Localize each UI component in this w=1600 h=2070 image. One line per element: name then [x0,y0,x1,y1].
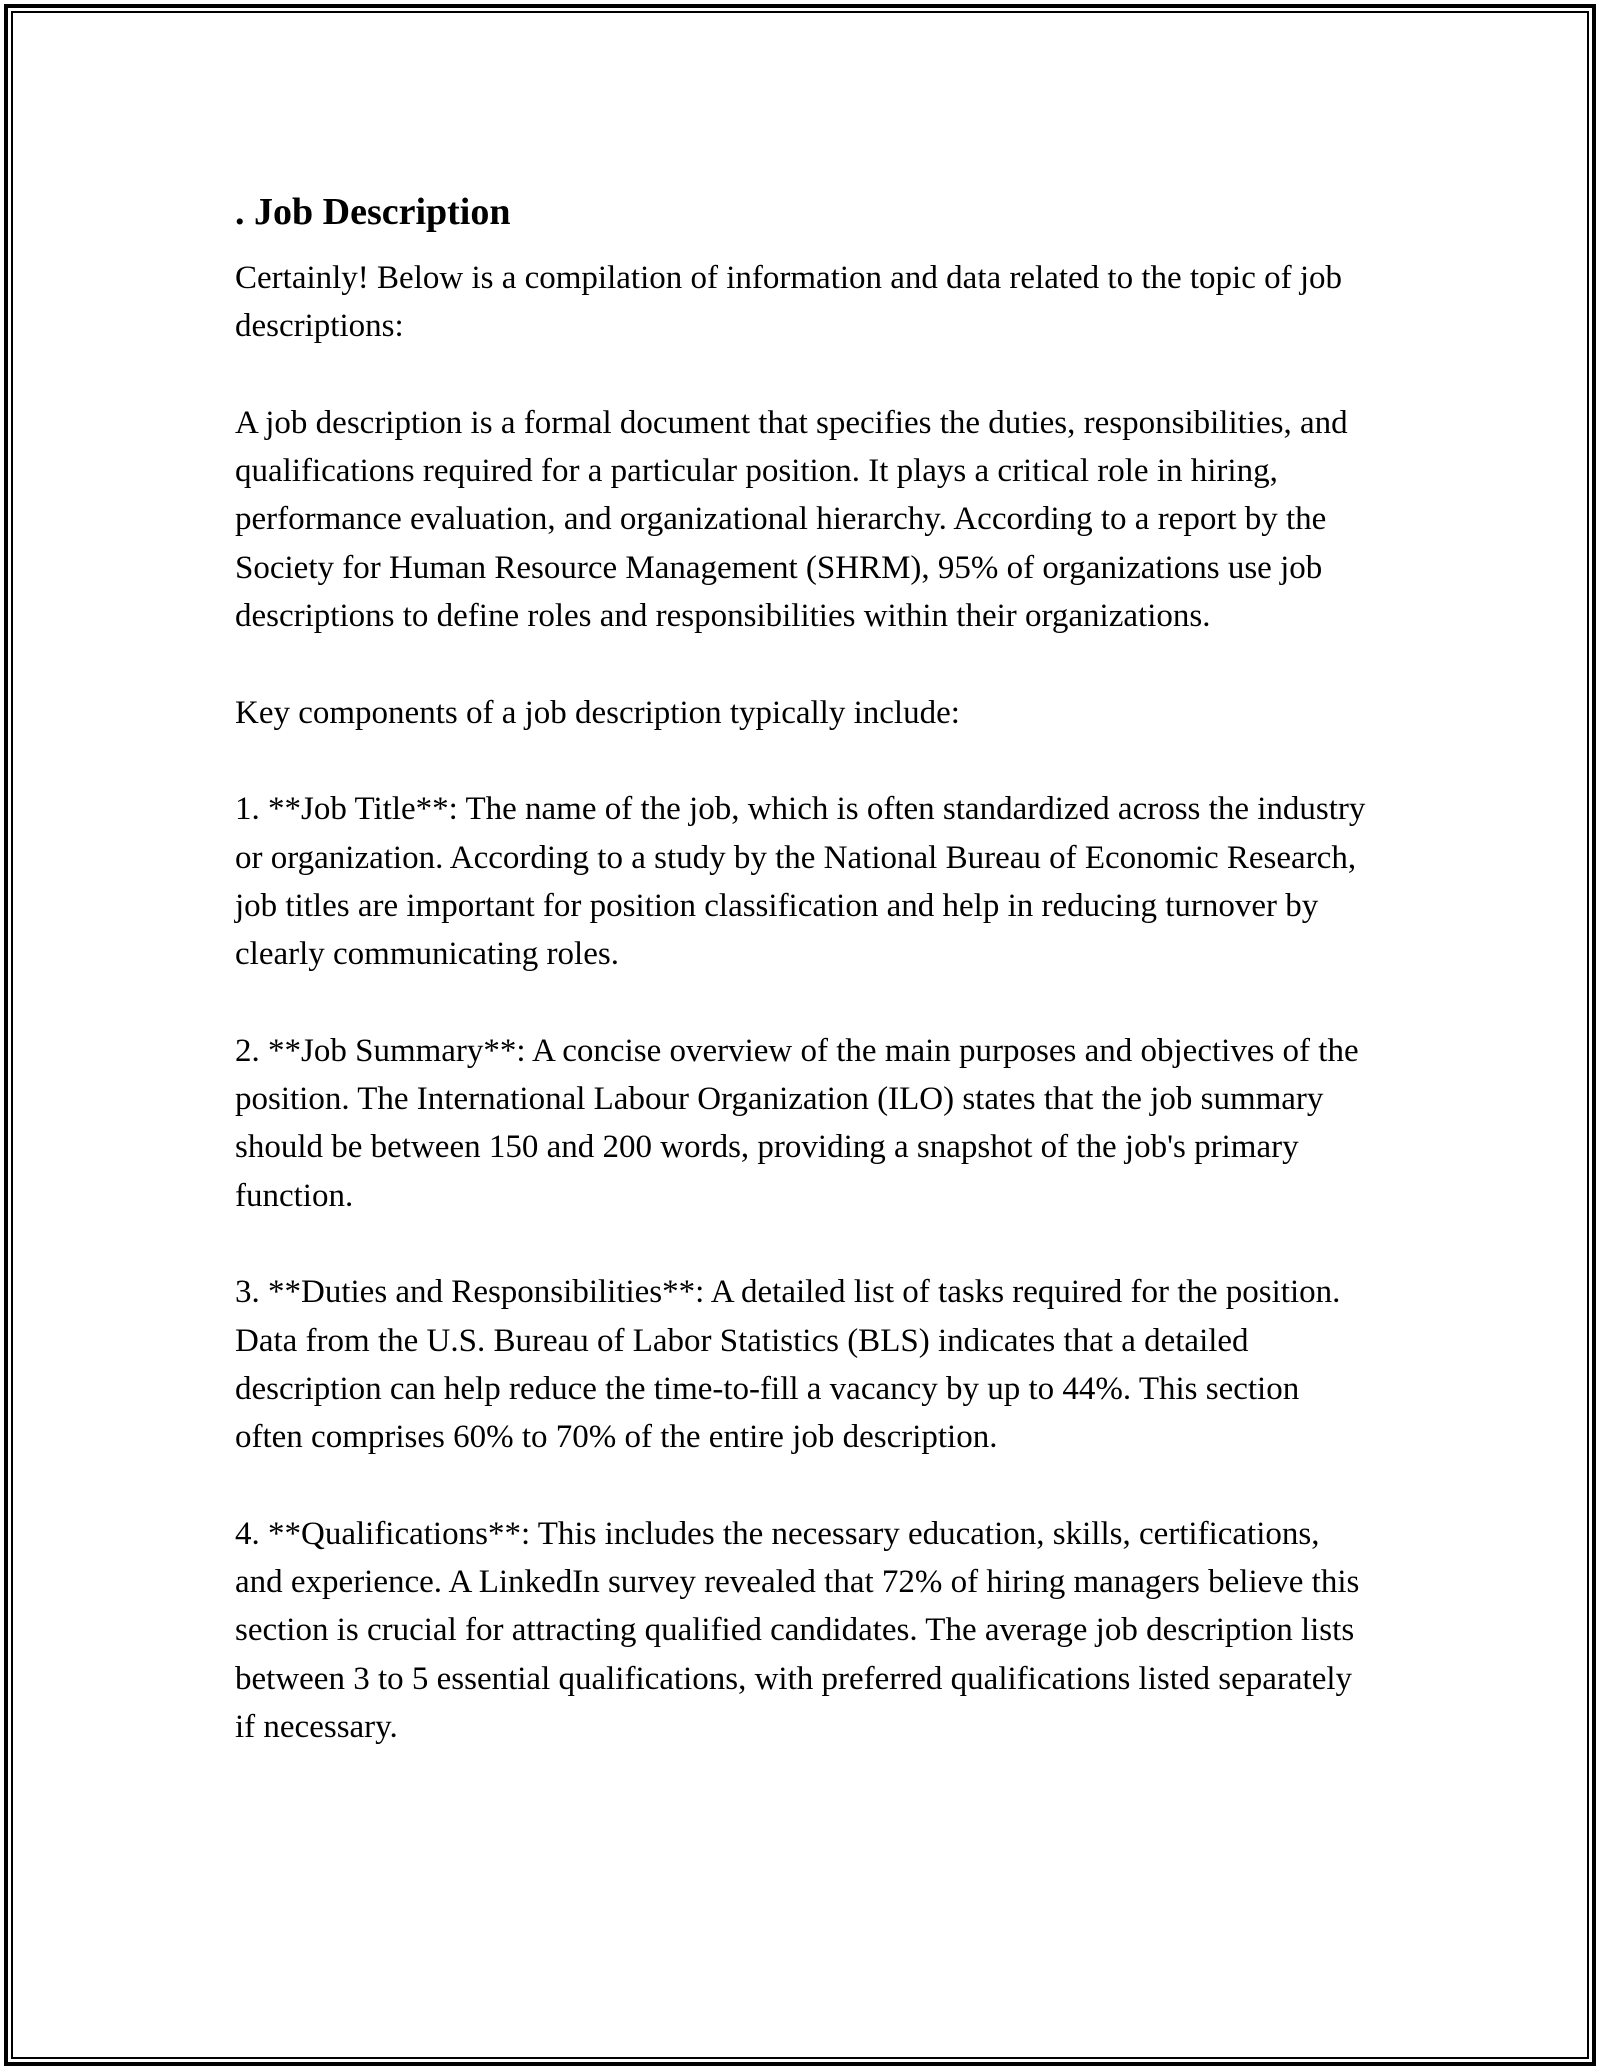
list-item-duties: 3. **Duties and Responsibilities**: A detailed list of tasks required for the position. Data from the U.S. Bureau of Labor Statistics (BLS) indicates that a detailed description can help reduce the time-to-fill a vacancy by up to 44%. This section often comprises 60% to 70% of the entire job description. [235,1274,1341,1456]
list-item-qualifications: 4. **Qualifications**: This includes the necessary education, skills, certifications, and experience. A LinkedIn survey revealed that 72% of hiring managers believe this section is crucial for attracting qualified candidates. The average job description lists between 3 to 5 essential qualifications, with preferred qualifications listed separately if necessary. [235,1515,1360,1745]
intro-paragraph: Certainly! Below is a compilation of information and data related to the topic of job descriptions: [235,260,1343,345]
components-intro-paragraph: Key components of a job description typically include: [235,694,960,731]
list-item-job-summary: 2. **Job Summary**: A concise overview of the main purposes and objectives of the position. The International Labour Organization (ILO) states that the job summary should be between 150 and 200 words, providing a snapshot of the job's primary function. [235,1032,1359,1214]
definition-paragraph: A job description is a formal document that specifies the duties, responsibilities, and qualifications required for a particular position. It plays a critical role in hiring, performance evaluation, and organizational hierarchy. According to a report by the Society for Human Resource Management (SHRM), 95% of organizations use job descriptions to define roles and responsibilities within their organizations. [235,404,1348,635]
document-body [235,184,1375,1800]
list-item-job-title: 1. **Job Title**: The name of the job, which is often standardized across the industry or organization. According to a study by the National Bureau of Economic Research, job titles are important for position classification and help in reducing turnover by clearly communicating roles. [235,791,1366,973]
document-title: . Job Description [235,191,511,233]
